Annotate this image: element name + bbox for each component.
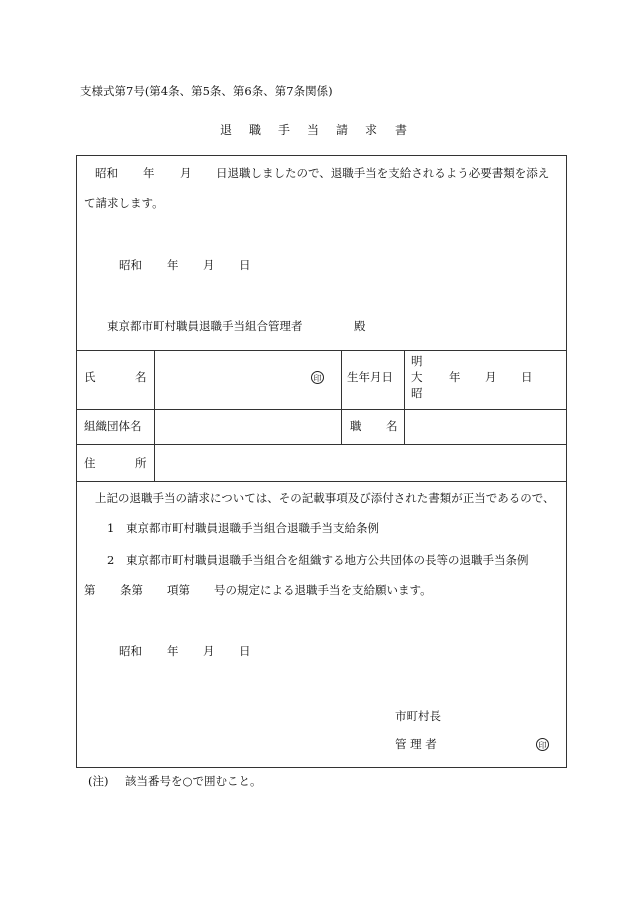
request-line-1-text: 日退職しましたので、退職手当を支給されるよう必要書類を添え <box>216 166 550 180</box>
ref-paragraph-label: 項第 <box>167 583 190 597</box>
name-label-second: 名 <box>135 370 147 384</box>
body-date-month: 月 <box>203 644 215 658</box>
org-name-label: 組織団体名 <box>84 419 142 433</box>
ref-article-label: 条第 <box>120 583 143 597</box>
title-char: 請 <box>336 123 349 137</box>
statute-item-2-number: 2 <box>107 553 115 567</box>
mayor-label: 市町村長 <box>395 709 441 723</box>
birth-month-label: 月 <box>485 370 497 384</box>
era-meiji: 明 <box>411 354 423 368</box>
form-number: 支様式第7号(第4条、第5条、第6条、第7条関係) <box>80 84 333 98</box>
title-char: 当 <box>307 123 320 137</box>
ref-article-prefix: 第 <box>84 583 96 597</box>
post-label-first: 職 <box>350 419 362 433</box>
birth-day-label: 日 <box>521 370 533 384</box>
divider-org-row-top <box>76 409 567 410</box>
manager-label: 管 理 者 <box>395 737 437 751</box>
statute-item-1-number: 1 <box>107 521 115 535</box>
request-year-label: 年 <box>143 166 155 180</box>
request-line-2: て請求します。 <box>84 196 164 210</box>
request-date-month: 月 <box>203 258 215 272</box>
divider-mid-column <box>341 350 342 444</box>
divider-address-row-top <box>76 444 567 445</box>
body-date-era: 昭和 <box>119 644 142 658</box>
addressee-honorific: 殿 <box>354 319 366 333</box>
request-month-label: 月 <box>180 166 192 180</box>
request-era: 昭和 <box>95 166 118 180</box>
title-char: 書 <box>395 123 408 137</box>
seal-mark: 印 <box>536 738 549 751</box>
statute-item-2-text: 東京都市町村職員退職手当組合を組織する地方公共団体の長等の退職手当条例 <box>126 553 529 567</box>
statute-item-1-text: 東京都市町村職員退職手当組合退職手当支給条例 <box>126 521 379 535</box>
address-label-first: 住 <box>84 456 96 470</box>
divider-name-row-top <box>76 350 567 351</box>
body-paragraph: 上記の退職手当の請求については、その記載事項及び添付された書類が正当であるので、 <box>95 491 555 505</box>
form-frame <box>76 155 567 768</box>
birth-date-label: 生年月日 <box>347 370 393 384</box>
era-taisho: 大 <box>411 370 423 384</box>
divider-body-top <box>76 481 567 482</box>
footnote-label: (注) <box>88 774 109 788</box>
body-date-day: 日 <box>239 644 251 658</box>
address-label-second: 所 <box>135 456 147 470</box>
divider-right-column <box>404 350 405 444</box>
request-date-year: 年 <box>167 258 179 272</box>
addressee-name: 東京都市町村職員退職手当組合管理者 <box>107 319 303 333</box>
era-showa: 昭 <box>411 386 423 400</box>
title-char: 職 <box>249 123 262 137</box>
name-label-first: 氏 <box>84 370 96 384</box>
divider-label-column <box>154 350 155 481</box>
request-date-era: 昭和 <box>119 258 142 272</box>
birth-year-label: 年 <box>449 370 461 384</box>
title-char: 求 <box>365 123 378 137</box>
title-char: 退 <box>220 123 233 137</box>
ref-rest-text: 号の規定による退職手当を支給願います。 <box>214 583 432 597</box>
request-date-day: 日 <box>239 258 251 272</box>
body-date-year: 年 <box>167 644 179 658</box>
seal-mark: 印 <box>311 371 324 384</box>
title-char: 手 <box>278 123 291 137</box>
post-label-second: 名 <box>386 419 398 433</box>
footnote-text: 該当番号を○で囲むこと。 <box>125 774 262 788</box>
